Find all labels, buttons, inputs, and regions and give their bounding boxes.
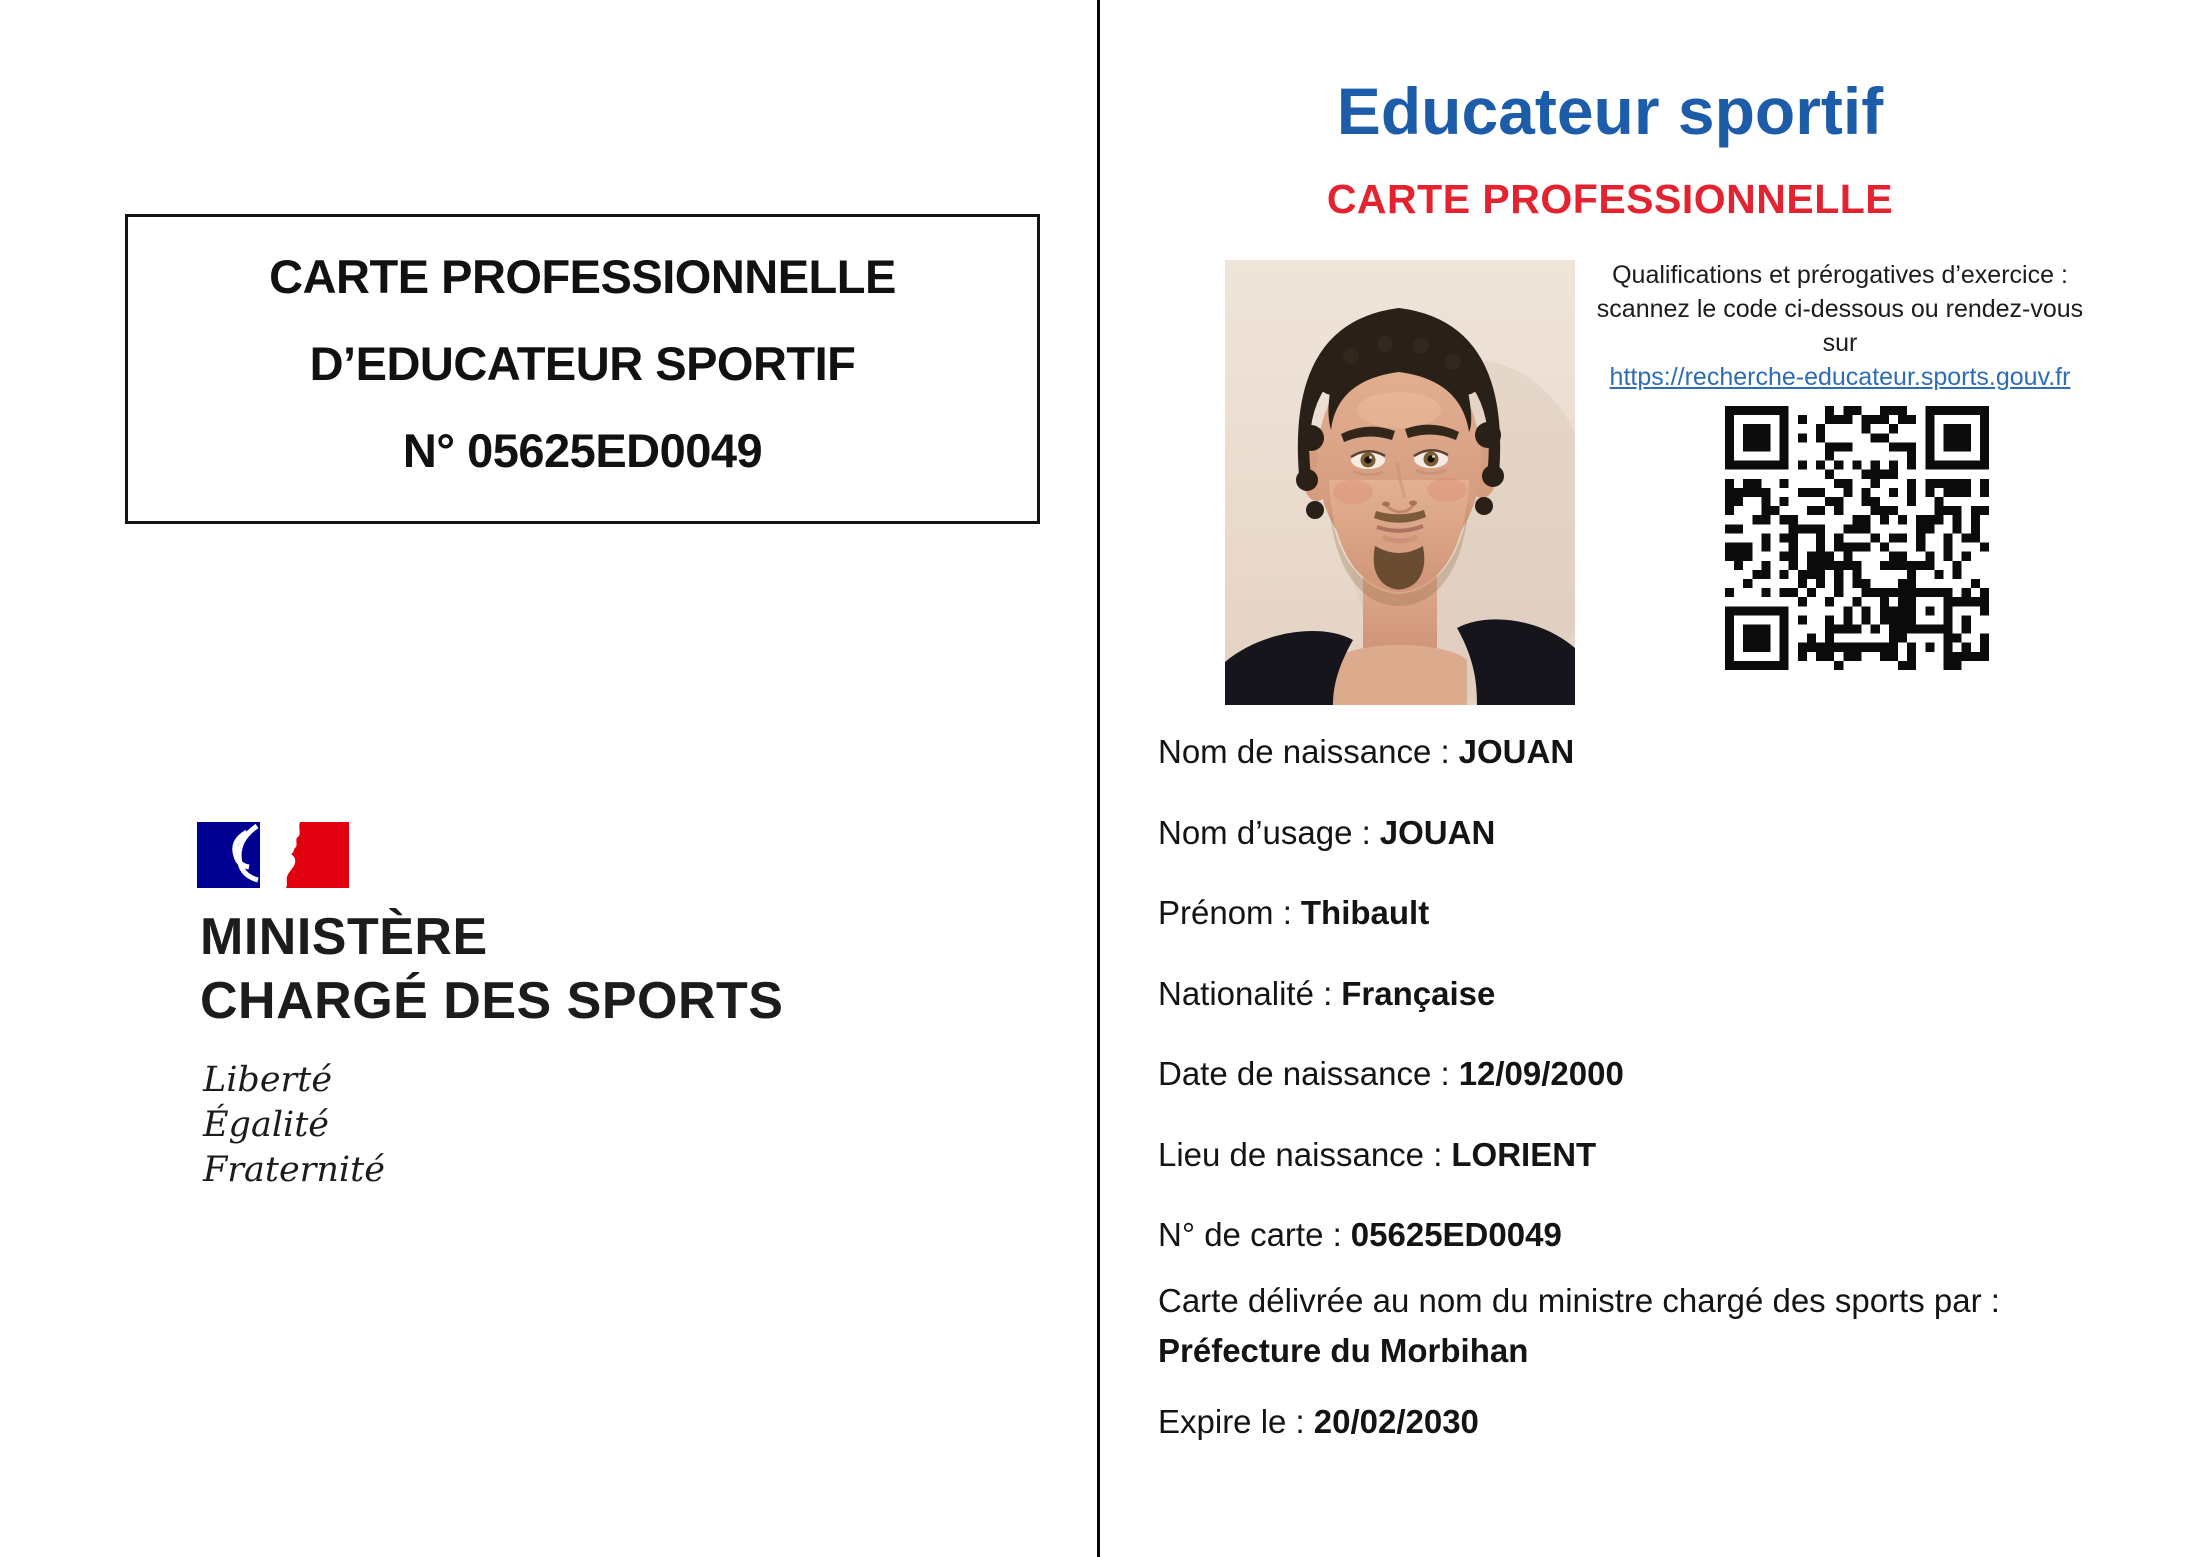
card-box-line-2: D’EDUCATEUR SPORTIF: [309, 336, 856, 390]
card-box-line-3: N° 05625ED0049: [402, 423, 763, 477]
educator-search-link[interactable]: https://recherche-educateur.sports.gouv.fr: [1609, 363, 2071, 391]
field-delivered-by: Carte délivrée au nom du ministre chargé des sports par : Préfecture du Morbihan: [1158, 1281, 2000, 1369]
identity-fields: [1158, 712, 2158, 1462]
qualifications-line-2: scannez le code ci-dessous ou rendez-vous sur: [1596, 295, 2084, 357]
ministry-name: [200, 905, 783, 1033]
vertical-divider: [1097, 0, 1100, 1557]
ministry-name-line-2: CHARGÉ DES SPORTS: [200, 972, 784, 1030]
field-nationality: Nationalité : Française: [1158, 974, 1496, 1012]
french-flag-marianne-icon: [197, 822, 349, 888]
qr-code: [1725, 406, 1989, 670]
card-box-line-1: CARTE PROFESSIONNELLE: [269, 249, 896, 303]
field-birth-date: Date de naissance : 12/09/2000: [1158, 1055, 1624, 1092]
motto-egalite: Égalité: [203, 1105, 329, 1145]
field-expiry-date: Expire le : 20/02/2030: [1158, 1402, 1479, 1440]
field-used-name: Nom d’usage : JOUAN: [1158, 813, 1496, 851]
motto-liberte: Liberté: [203, 1060, 333, 1100]
qualifications-line-1: Qualifications et prérogatives d’exercice :: [1612, 261, 2068, 289]
page-title: Educateur sportif: [1336, 74, 1884, 148]
ministry-name-line-1: MINISTÈRE: [200, 908, 488, 966]
card-number-box: [125, 214, 1040, 524]
republic-motto: [203, 1058, 385, 1193]
field-first-name: Prénom : Thibault: [1158, 894, 1430, 931]
id-photo: [1225, 260, 1575, 705]
page-subtitle: CARTE PROFESSIONNELLE: [1326, 176, 1894, 222]
field-birth-name: Nom de naissance : JOUAN: [1158, 733, 1575, 770]
qualifications-note: [1590, 258, 2090, 394]
field-birth-place: Lieu de naissance : LORIENT: [1158, 1135, 1597, 1173]
field-card-number: N° de carte : 05625ED0049: [1158, 1216, 1562, 1253]
motto-fraternite: Fraternité: [203, 1150, 385, 1190]
